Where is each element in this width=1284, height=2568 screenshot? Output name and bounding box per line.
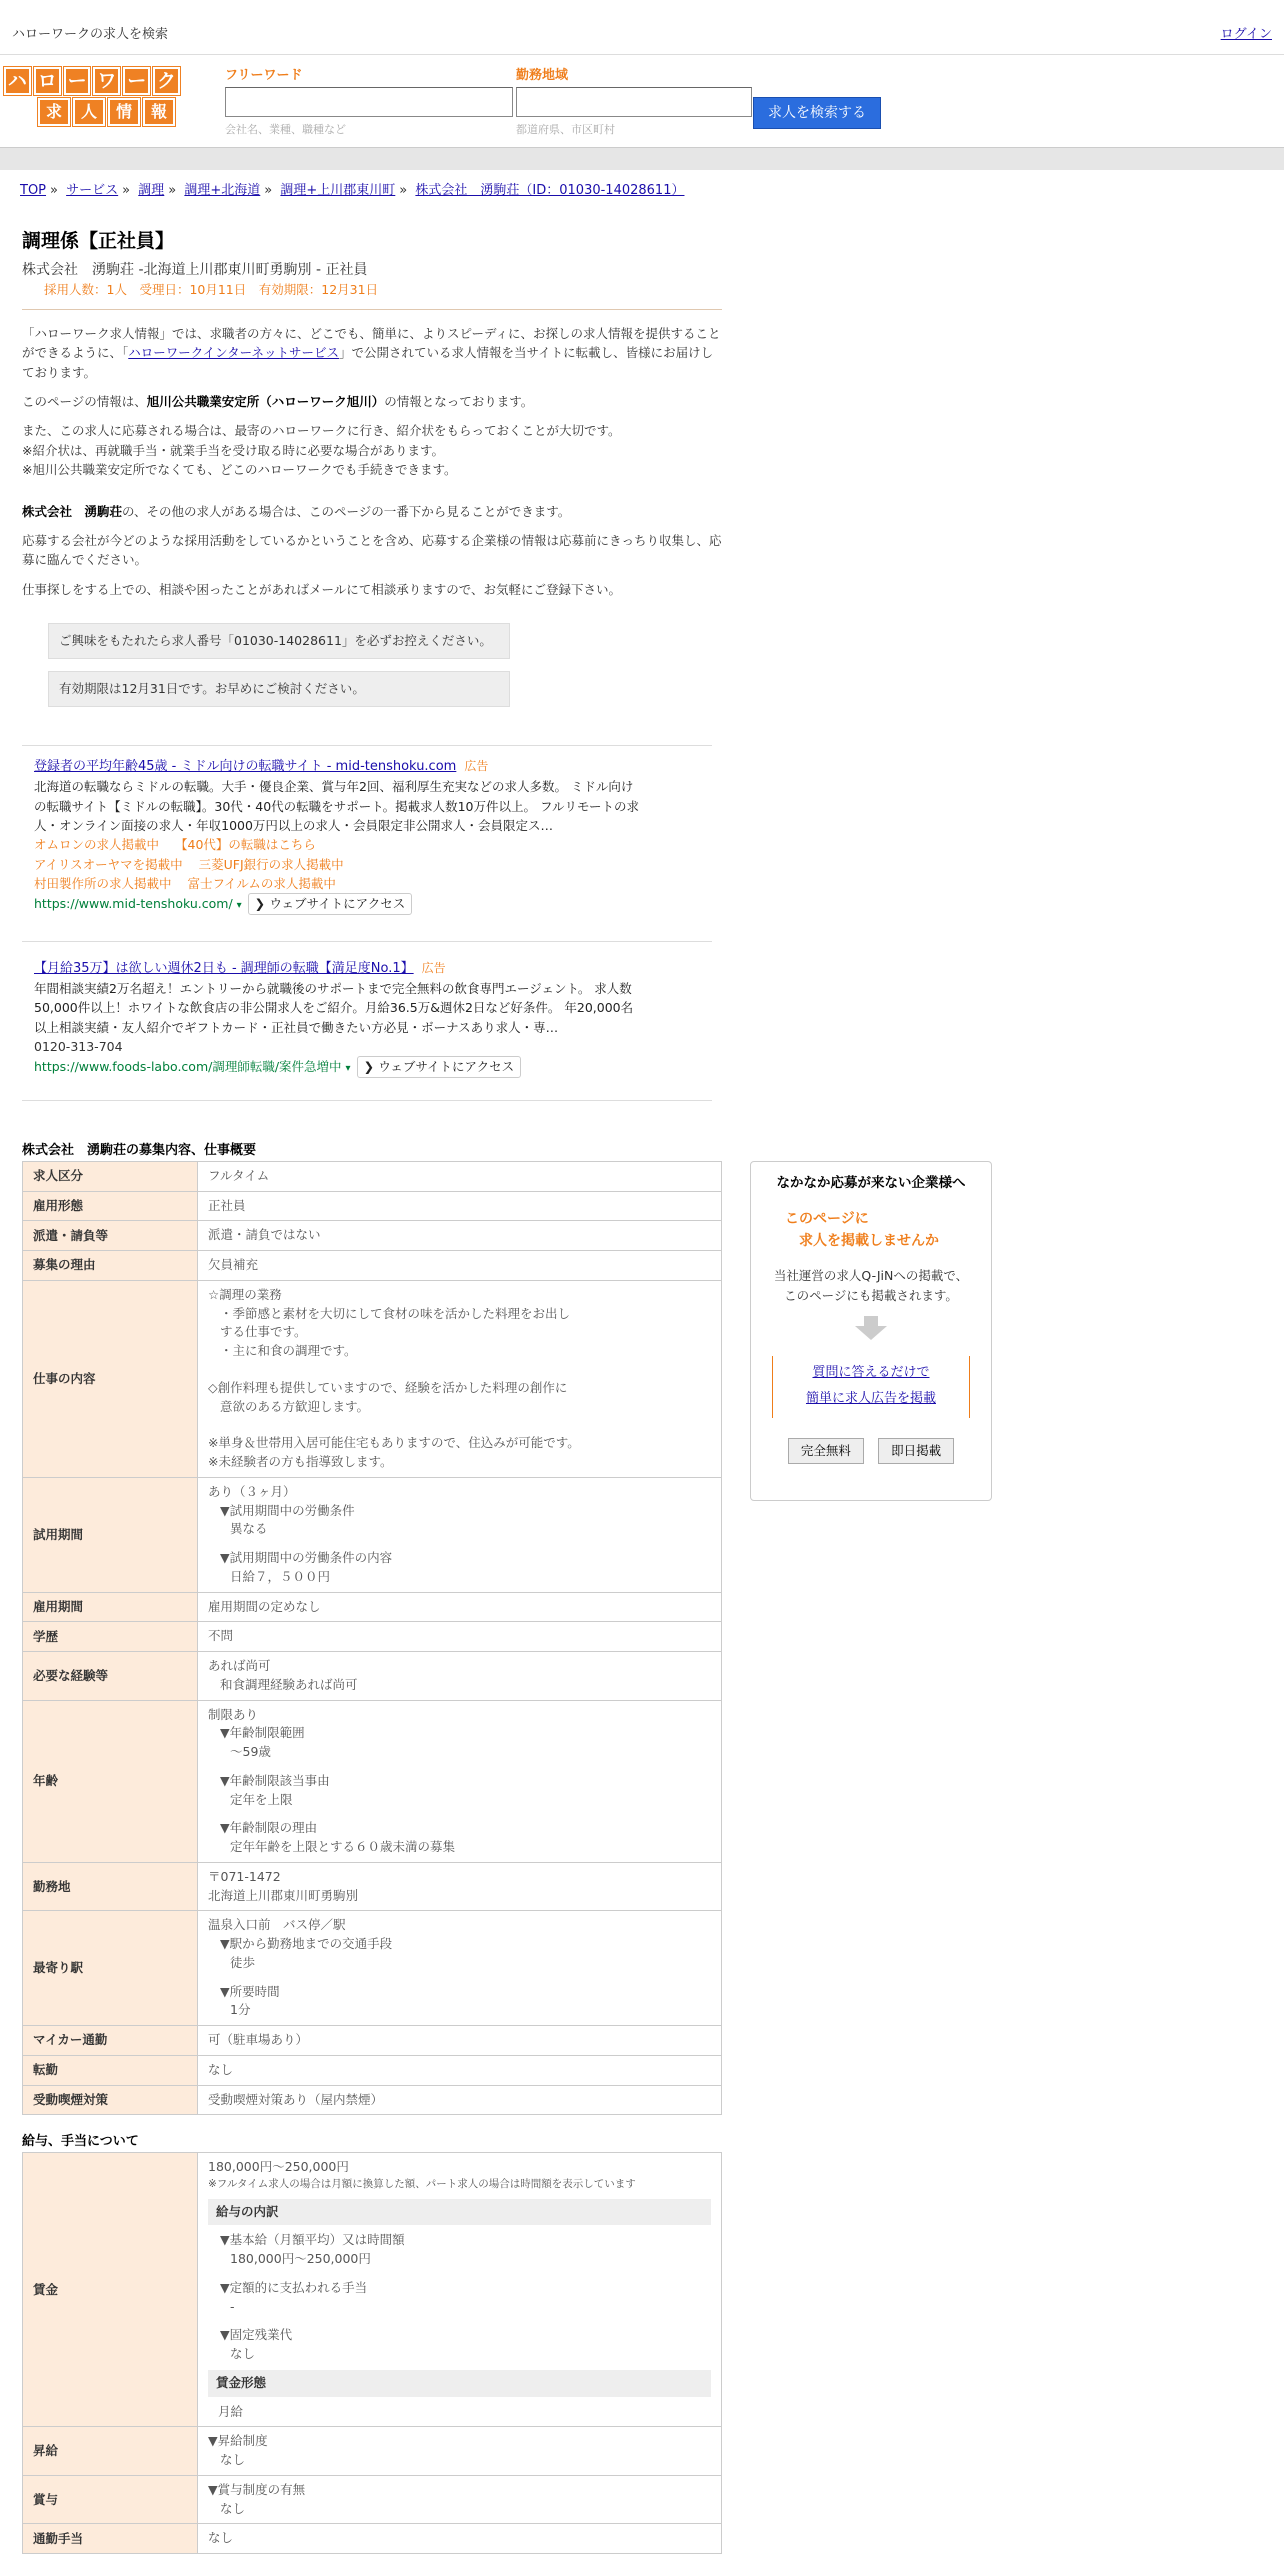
notice-box: 有効期限は12月31日です。お早めにご検討ください。 [48, 671, 510, 707]
row-value: ▼賞与制度の有無 なし [198, 2475, 722, 2524]
row-label: 募集の理由 [23, 1251, 198, 1281]
notice-box: ご興味をもたれたら求人番号「01030-14028611」を必ずお控えください。 [48, 623, 510, 659]
ad-url[interactable]: https://www.mid-tenshoku.com/ [34, 896, 233, 912]
breakdown-heading: 給与の内訳 [208, 2199, 711, 2226]
intro-paragraph: このページの情報は、旭川公共職業安定所（ハローワーク旭川）の情報となっております。 [22, 394, 534, 410]
logo-char: ク [153, 67, 180, 95]
table-row [23, 1652, 722, 1701]
overview-table [22, 1161, 722, 2116]
row-label: 最寄り駅 [23, 1911, 198, 2026]
row-label: 転勤 [23, 2055, 198, 2085]
ad-sublinks [34, 835, 700, 893]
intro-paragraph: 応募する会社が今どのような採用活動をしているかということを含め、応募する企業様の情報は応募前にきっちり収集し、応募に臨んでください。 [22, 532, 722, 568]
area-placeholder: 都道府県、市区町村 [516, 123, 615, 136]
row-label: 学歴 [23, 1622, 198, 1652]
promo-link-questions[interactable]: 質問に答えるだけで [812, 1365, 930, 1381]
table-row [23, 2427, 722, 2476]
overview-title: 株式会社 湧駒荘の募集内容、仕事概要 [22, 1143, 257, 1158]
area-label: 勤務地域 [516, 68, 569, 83]
logo-row-2 [38, 98, 180, 126]
employer-promo [750, 1161, 992, 1501]
ad-badge: 広告 [421, 960, 446, 975]
row-label: 必要な経験等 [23, 1652, 198, 1701]
table-row [23, 1862, 722, 1911]
logo-char: ロ [34, 67, 61, 95]
promo-buttons [751, 1438, 991, 1464]
row-label: 年齢 [23, 1700, 198, 1862]
ad-block [22, 745, 712, 1101]
ad-title-link[interactable]: 登録者の平均年齢45歳 - ミドル向けの転職サイト - mid-tenshoku.com [34, 759, 457, 774]
ad-badge: 広告 [464, 759, 489, 773]
freeword-field [225, 67, 513, 138]
search-button[interactable]: 求人を検索する [753, 97, 881, 129]
row-label: 通勤手当 [23, 2524, 198, 2554]
intro-paragraph: 「ハローワーク求人情報」では、求職者の方々に、どこでも、簡単に、よりスピーディに、お探しの求人情報を提供することができるように、「ハローワークインターネットサービス」で公開されている求人情報を当サイトに転載し、皆様にお届けしております。 [22, 325, 721, 380]
freeword-placeholder: 会社名、業種、職種など [225, 123, 346, 136]
ad-sublink[interactable]: 【40代】の転職はこちら [175, 837, 316, 853]
ad-description: 北海道の転職ならミドルの転職。大手・優良企業、賞与年2回、福利厚生充実などの求人多数。 ミドル向けの転職サイト【ミドルの転職】。30代・40代の転職をサポート。掲載求人数10万件以上。 フルリモートの求人・オンライン面接の求人・年収1000万円以上の求人・会員限定非公開求人・会員限定ス… [34, 779, 639, 833]
freeword-input[interactable] [225, 87, 513, 117]
divider [22, 309, 722, 310]
row-value: なし [198, 2524, 722, 2554]
ad-url[interactable]: https://www.foods-labo.com/調理師転職/案件急増中 [34, 1059, 342, 1075]
top-bar [0, 0, 1284, 55]
ad-sublink[interactable]: 三菱UFJ銀行の求人掲載中 [198, 856, 344, 872]
table-row [23, 1477, 722, 1592]
ad-description: 年間相談実績2万名超え！エントリーから就職後のサポートまで完全無料の飲食専門エージェント。 求人数50,000件以上！ホワイトな飲食店の非公開求人をご紹介。月給36.5万&週休2日など好条件。 年20,000名以上相談実績・友人紹介でギフトカード・正社員で働きたい方必見・ボーナスあり求人・専… [34, 980, 634, 1035]
table-row [23, 1280, 722, 1477]
intro-text [22, 324, 722, 707]
ad-item [22, 941, 712, 1090]
table-row [23, 2524, 722, 2554]
table-row [23, 2153, 722, 2427]
row-label: 昇給 [23, 2427, 198, 2476]
breadcrumb-cooking-town[interactable]: 調理+上川郡東川町 [280, 183, 396, 198]
table-row [23, 2475, 722, 2524]
breadcrumb-service[interactable]: サービス [66, 183, 119, 198]
row-label: 勤務地 [23, 1862, 198, 1911]
row-value: あれば尚可 和食調理経験あれば尚可 [198, 1652, 722, 1701]
promo-catch: このページに 求人を掲載しませんか [785, 1210, 939, 1249]
logo-char: ワ [93, 67, 120, 95]
table-row [23, 1251, 722, 1281]
breadcrumb-top[interactable]: TOP [20, 183, 47, 198]
row-value: ▼昇給制度 なし [198, 2427, 722, 2476]
ad-sublink[interactable]: アイリスオーヤマを掲載中 [34, 856, 183, 872]
promo-title: なかなか応募が来ない企業様へ [776, 1175, 966, 1191]
freeword-label: フリーワード [225, 68, 303, 83]
row-label: マイカー通勤 [23, 2026, 198, 2056]
row-label: 賃金 [23, 2153, 198, 2427]
visit-website-button[interactable]: ❯ ウェブサイトにアクセス [357, 1056, 522, 1077]
row-value: 正社員 [198, 1191, 722, 1221]
salary-table [22, 2152, 722, 2554]
table-row [23, 2085, 722, 2115]
logo-char: 求 [38, 98, 70, 126]
breadcrumb-company[interactable]: 株式会社 湧駒荘（ID：01030-14028611） [415, 183, 685, 198]
row-value: 受動喫煙対策あり（屋内禁煙） [198, 2085, 722, 2115]
row-value: 温泉入口前 バス停／駅 ▼駅から勤務地までの交通手段 徒歩 ▼所要時間 1分 [198, 1911, 722, 2026]
row-value: ☆調理の業務 ・季節感と素材を大切にして食材の味を活かした料理をお出し する仕事です。 ・主に和食の調理です。 ◇創作料理も提供していますので、経験を活かした料理の創作に 意欲のある方歓迎します。 ※単身＆世帯用入居可能住宅もありますので、住込みが可能です。 ※未経験者の方も指導致します。 [198, 1280, 722, 1477]
wage-form-heading: 賃金形態 [208, 2370, 711, 2397]
row-label: 求人区分 [23, 1161, 198, 1191]
logo-row-1 [4, 67, 180, 95]
table-row [23, 1161, 722, 1191]
hellowork-internet-link[interactable]: ハローワークインターネットサービス [128, 345, 340, 361]
overview-section [22, 1142, 722, 2554]
promo-description: 当社運営の求人Q-JiNへの掲載で、 このページにも掲載されます。 [773, 1268, 969, 1304]
logo-char: 情 [108, 98, 140, 126]
table-row [23, 1191, 722, 1221]
breadcrumb: TOP » サービス » 調理 » 調理+北海道 » 調理+上川郡東川町 » 株式会社 湧駒荘（ID：01030-14028611） [20, 183, 685, 198]
row-label: 派遣・請負等 [23, 1221, 198, 1251]
table-row [23, 2055, 722, 2085]
promo-link-post-ad[interactable]: 簡単に求人広告を掲載 [805, 1391, 936, 1407]
row-value: 〒071-1472 北海道上川郡東川町勇駒別 [198, 1862, 722, 1911]
intro-paragraph: また、この求人に応募される場合は、最寄のハローワークに行き、紹介状をもらっておくことが大切です。 ※紹介状は、再就職手当・就業手当を受け取る時に必要な場合があります。 ※旭川公共職業安定所でなくても、どこのハローワークでも手続きできます。 [22, 423, 621, 478]
row-label: 受動喫煙対策 [23, 2085, 198, 2115]
breadcrumb-cooking[interactable]: 調理 [138, 183, 165, 198]
row-value: 欠員補充 [198, 1251, 722, 1281]
table-row [23, 1592, 722, 1622]
logo-char: 人 [73, 98, 105, 126]
header-divider [0, 147, 1284, 170]
row-value: なし [198, 2055, 722, 2085]
header [0, 55, 1284, 147]
ad-sublink[interactable]: 村田製作所の求人掲載中 [34, 876, 172, 892]
table-row [23, 1221, 722, 1251]
intro-paragraph: 株式会社 湧駒荘の、その他の求人がある場合は、このページの一番下から見ることができます。 [22, 503, 571, 519]
company-line: 株式会社 湧駒荘 -北海道上川郡東川町勇駒別 - 正社員 [22, 261, 368, 278]
logo-char: ハ [4, 67, 31, 95]
promo-links [772, 1356, 970, 1416]
same-day-button[interactable]: 即日掲載 [878, 1438, 954, 1464]
row-value: 不問 [198, 1622, 722, 1652]
area-field [516, 67, 752, 138]
table-row [23, 1700, 722, 1862]
logo-char: 報 [143, 98, 175, 126]
ad-sublink[interactable]: 富士フイルムの求人掲載中 [187, 876, 336, 892]
login-link[interactable]: ログイン [1220, 27, 1272, 42]
row-label: 雇用形態 [23, 1191, 198, 1221]
ad-sublink[interactable]: オムロンの求人掲載中 [34, 837, 160, 853]
row-value: 180,000円〜250,000円 ※フルタイム求人の場合は月額に換算した額、パート求人の場合は時間額を表示しています 給与の内訳 ▼基本給（月額平均）又は時間額 180,000円〜250,000円 ▼定額的に支払われる手当 - ▼固定残業代 なし 賃金形態 月給 [198, 2153, 722, 2427]
dropdown-icon[interactable]: ▾ [236, 900, 242, 912]
free-button[interactable]: 完全無料 [788, 1438, 864, 1464]
logo[interactable] [4, 67, 180, 126]
table-row [23, 1622, 722, 1652]
area-input[interactable] [516, 87, 752, 117]
logo-char: ー [123, 67, 150, 95]
divider [22, 1100, 712, 1101]
row-value: フルタイム [198, 1161, 722, 1191]
visit-website-button[interactable]: ❯ ウェブサイトにアクセス [248, 893, 413, 914]
row-value: 派遣・請負ではない [198, 1221, 722, 1251]
intro-paragraph: 仕事探しをする上での、相談や困ったことがあればメールにて相談承りますので、お気軽にご登録下さい。 [22, 581, 622, 597]
row-value: 雇用期間の定めなし [198, 1592, 722, 1622]
ad-phone[interactable]: 0120-313-704 [34, 1039, 123, 1055]
row-label: 雇用期間 [23, 1592, 198, 1622]
job-intro [22, 228, 722, 707]
row-label: 仕事の内容 [23, 1280, 198, 1477]
site-title: ハローワークの求人を検索 [12, 27, 169, 42]
row-label: 賞与 [23, 2475, 198, 2524]
logo-char: ー [64, 67, 91, 95]
job-meta: 採用人数：1人 受理日：10月11日 有効期限：12月31日 [44, 281, 379, 297]
breadcrumb-cooking-hokkaido[interactable]: 調理+北海道 [184, 183, 261, 198]
chevron-right-icon: ❯ [254, 896, 270, 912]
table-row [23, 1911, 722, 2026]
row-value: あり（３ヶ月） ▼試用期間中の労働条件 異なる ▼試用期間中の労働条件の内容 日給７，５００円 [198, 1477, 722, 1592]
chevron-right-icon: ❯ [363, 1059, 379, 1075]
table-row [23, 2026, 722, 2056]
job-title: 調理係【正社員】 [22, 230, 175, 252]
salary-title: 給与、手当について [22, 2134, 139, 2150]
dropdown-icon[interactable]: ▾ [345, 1063, 351, 1075]
row-value: 制限あり ▼年齢制限範囲 〜59歳 ▼年齢制限該当事由 定年を上限 ▼年齢制限の理由 定年年齢を上限とする６０歳未満の募集 [198, 1700, 722, 1862]
ad-item [22, 746, 712, 927]
row-label: 試用期間 [23, 1477, 198, 1592]
arrow-down-icon [751, 1316, 991, 1340]
row-value: 可（駐車場あり） [198, 2026, 722, 2056]
ad-title-link[interactable]: 【月給35万】は欲しい週休2日も - 調理師の転職【満足度No.1】 [34, 960, 414, 976]
